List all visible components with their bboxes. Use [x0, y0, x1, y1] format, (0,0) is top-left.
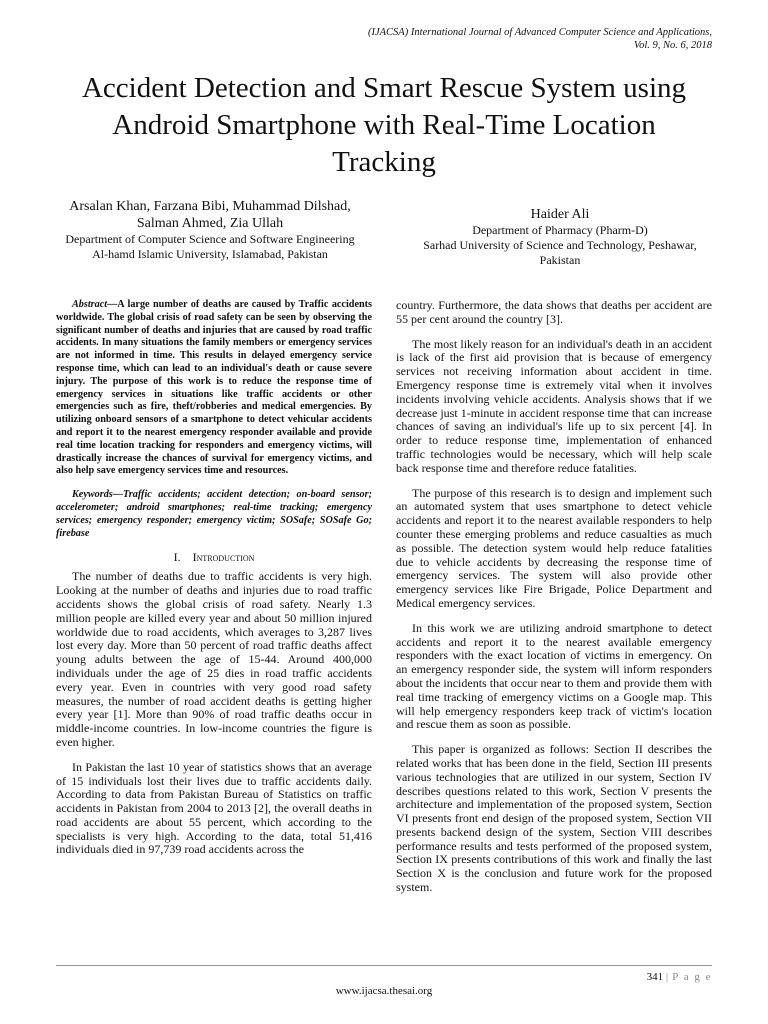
paragraph: The number of deaths due to traffic accidents is very high. Looking at the number of deaths and injuries due to road traffic accidents shows the global crisis of road safety. Nearly 1.3 million people are killed every year and about 50 million injured worldwide due to road accidents, which averages to 3,287 lives lost every day. More than 50 percent of road traffic deaths affect young adults between the age of 15-44. Around 400,000 individuals under the age of 25 dies in road traffic accidents every year. Even in countries with very good road safety measures, the number of road accident deaths is getting higher every year [1]. More than 90% of road traffic deaths occur in middle-income countries. In low-income countries the figure is even higher.	[56, 569, 372, 749]
page-number	[647, 971, 712, 984]
paragraph: In Pakistan the last 10 year of statistics shows that an average of 15 individuals lost their lives due to traffic accidents daily. According to data from Pakistan Bureau of Statistics on traffic accidents in Pakistan from 2004 to 2013 [2], the overall deaths in road accidents are about 55 percent, which according to the specialists is very high. According to the data, total 51,416 individuals died in 97,739 road accidents across the	[56, 759, 372, 857]
author-affiliation-line-2: Al-hamd Islamic University, Islamabad, Pakistan	[92, 247, 328, 261]
author-names-line-1: Arsalan Khan, Farzana Bibi, Muhammad Dilshad,	[69, 199, 351, 214]
author-block-left	[40, 198, 380, 262]
right-column	[396, 299, 712, 895]
page-number-value: 341	[646, 971, 664, 983]
paper-title	[40, 70, 728, 181]
paragraph: country. Furthermore, the data shows that deaths per accident are 55 per cent around the country [3].	[396, 298, 712, 326]
section-heading-introduction	[56, 550, 372, 564]
title-line-1: Accident Detection and Smart Rescue System using	[81, 72, 687, 104]
author-affiliation-line-1: Department of Computer Science and Software Engineering	[65, 232, 355, 246]
author-affiliation-line-2: Sarhad University of Science and Technology, Peshawar,	[423, 238, 697, 252]
author-affiliation-line-1: Department of Pharmacy (Pharm-D)	[472, 223, 648, 237]
paragraph: The most likely reason for an individual's death in an accident is lack of the first aid provision that is because of emergency services not receiving information about accident in time. Emergency response time is extremely vital when it involves incidents involving vehicle accidents. Analysis shows that if we decrease just 1-minute in accident response time that can increase chances of saving an individual's life up to six percent [4]. In order to reduce response time, implementation of enhanced traffic technologies would be necessary, which will help scale back response time and therefore reduce fatalities.	[396, 336, 712, 475]
abstract	[56, 299, 372, 478]
title-line-2: Android Smartphone with Real-Time Location	[112, 109, 656, 141]
page-number-separator: |	[665, 971, 670, 983]
section-title: Introduction	[192, 550, 255, 565]
journal-name: (IJACSA) International Journal of Advanced Computer Science and Applications,	[367, 27, 712, 38]
author-names-line-2: Salman Ahmed, Zia Ullah	[136, 216, 284, 231]
paragraph: In this work we are utilizing android smartphone to detect accidents and report it to the nearest available emergency responders with the exact location of victims in emergency. On an emergency responder side, the system will inform responders about the incidents that occur near to them and provide them with real time tracking of emergency victims on a Google map. This will help emergency responders keep track of victim's location and rescue them as soon as possible.	[396, 620, 712, 732]
page-label: P a g e	[672, 971, 712, 983]
left-column	[56, 299, 372, 857]
author-block-right	[392, 206, 728, 268]
paragraph: This paper is organized as follows: Section II describes the related works that has been done in the field, Section III presents various technologies that are utilized in our system, Section IV describes questions related to this work, Section V presents the architecture and implementation of the proposed system, Section VI presents front end design of the proposed system, Section VII presents backend design of the system, Section VIII describes performance results and tests performed of the proposed system, Section IX presents contributions of this work and finally the last Section X is the conclusion and future work for the proposed system.	[396, 742, 712, 895]
keywords: Keywords—Traffic accidents; accident detection; on-board sensor; accelerometer; android smartphones; real-time tracking; emergency services; emergency responder; emergency victim; SOSafe; SOSafe Go; firebase	[56, 489, 372, 539]
footer-divider	[56, 965, 712, 966]
paragraph: The purpose of this research is to design and implement such an automated system that uses smartphone to detect vehicle accidents and report it to the nearest available responders to help counter these emerging problems and reduce casualties as much as possible. The detection system would help reduce fatalities due to vehicle accidents by decreasing the response time of emergency services. The system will also provide other emergency services like Fire Brigade, Police Department and Medical emergency services.	[396, 485, 712, 610]
author-affiliation-line-3: Pakistan	[539, 253, 581, 267]
journal-header	[212, 26, 712, 52]
abstract-label: Abstract	[72, 299, 108, 310]
journal-volume: Vol. 9, No. 6, 2018	[633, 40, 712, 51]
abstract-text: —A large number of deaths are caused by Traffic accidents worldwide. The global crisis of road safety can be seen by observing the significant number of deaths and injuries that are caused by road traffic accidents. In many situations the family members or emergency services are not informed in time. This results in delayed emergency service response time, which can lead to an individual's death or cause severe injury. The purpose of this work is to reduce the response time of emergency services in situations like traffic accidents or other emergencies such as fire, theft/robberies and medical emergencies. By utilizing onboard sensors of a smartphone to detect vehicular accidents and report it to the nearest emergency responder available and provide real time location tracking for responders and emergency victims, will drastically increase the chances of survival for emergency victims, and also help save emergency services time and resources.	[56, 299, 372, 477]
footer-url: www.ijacsa.thesai.org	[335, 985, 433, 997]
author-name: Haider Ali	[530, 207, 590, 222]
section-number: I.	[173, 550, 181, 565]
title-line-3: Tracking	[332, 146, 436, 178]
